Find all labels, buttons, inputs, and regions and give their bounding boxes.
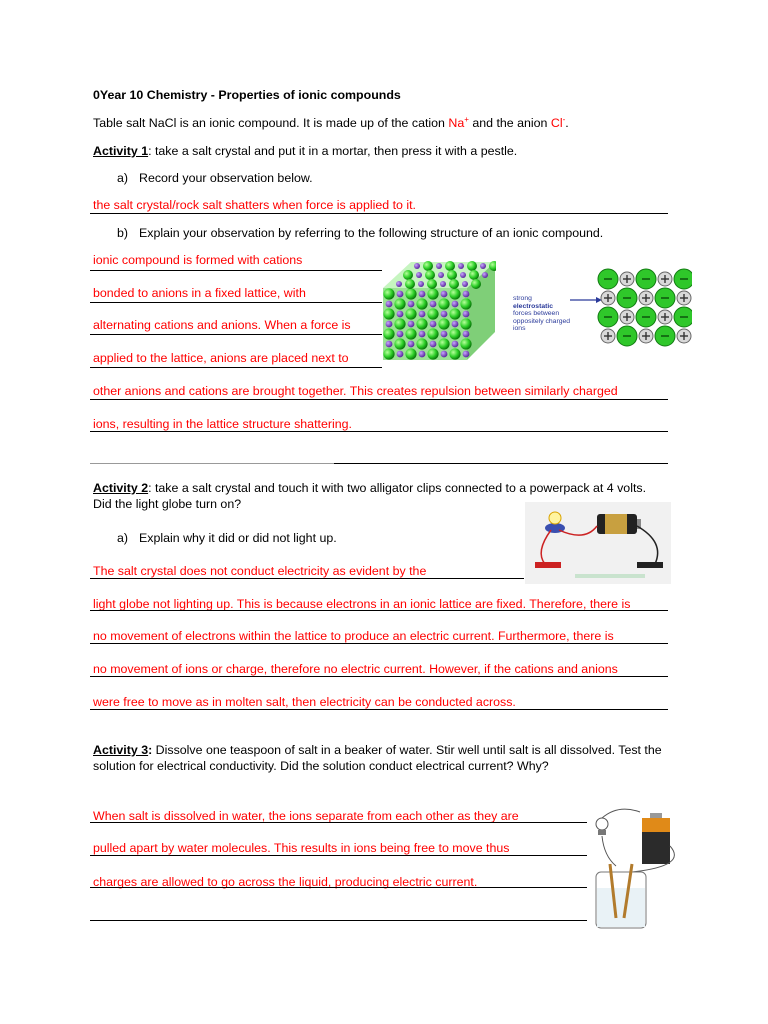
answer-line	[90, 270, 382, 271]
chloride-ion-ball	[460, 338, 471, 349]
chloride-ion-ball	[427, 288, 438, 299]
sodium-ion-ball	[463, 311, 470, 318]
chloride-ion-ball	[438, 318, 449, 329]
chloride-ion-ball	[405, 348, 416, 359]
sodium-ion-ball	[397, 311, 404, 318]
electrostatic-caption: strong electrostatic forces between oppositely charged ions	[513, 295, 571, 333]
chloride-ion-ball	[449, 288, 460, 299]
sodium-ion-ball	[408, 341, 415, 348]
answer-line	[90, 709, 668, 710]
chloride-ion-ball	[427, 328, 438, 339]
cation: Na+	[448, 114, 469, 130]
activity2-answer-5: were free to move as in molten salt, then electricity can be conducted across.	[93, 695, 516, 709]
answer-line	[90, 463, 334, 464]
activity1-b-answer-2: bonded to anions in a fixed lattice, with	[93, 286, 306, 300]
sodium-ion-ball	[397, 291, 404, 298]
sodium-ion-ball	[419, 291, 426, 298]
activity1-b-answer-5: other anions and cations are brought together. This creates repulsion between similarly charged	[93, 384, 618, 398]
sodium-ion-ball	[397, 351, 404, 358]
sodium-ion-ball	[438, 272, 444, 278]
activity2-answer-2: light globe not lighting up. This is because electrons in an ionic lattice are fixed. Therefore, there is	[93, 597, 631, 611]
chloride-ion-ball	[383, 328, 394, 339]
answer-line	[90, 643, 668, 644]
sodium-ion-ball	[482, 272, 488, 278]
sodium-ion-ball	[430, 301, 437, 308]
activity2-answer-1: The salt crystal does not conduct electricity as evident by the	[93, 564, 427, 578]
chloride-ion-ball	[405, 328, 416, 339]
sodium-ion-ball	[418, 281, 424, 287]
chloride-ion-ball	[449, 348, 460, 359]
sodium-ion-ball	[408, 301, 415, 308]
activity2-text: : take a salt crystal and touch it with two alligator clips connected to a powerpack at 4 volts. Did the light globe turn on?	[93, 481, 647, 511]
sodium-ion-ball	[430, 321, 437, 328]
sodium-ion-ball	[441, 311, 448, 318]
chloride-ion-ball	[416, 318, 427, 329]
activity3-heading: Activity 3: Dissolve one teaspoon of salt in a beaker of water. Stir well until salt is all dissolved. Test the solution for electrical conductivity. Did the solution conduct electrical current? Why?	[93, 743, 662, 773]
chloride-ion-ball	[394, 338, 405, 349]
chloride-ion-ball	[467, 261, 477, 271]
chloride-ion-ball	[449, 308, 460, 319]
nacl-lattice-image	[383, 260, 496, 360]
activity3-answer-3: charges are allowed to go across the liquid, producing electric current.	[93, 875, 478, 889]
ion-grid-diagram	[568, 268, 692, 352]
sodium-ion-ball	[414, 263, 420, 269]
chloride-ion-ball	[405, 288, 416, 299]
chloride-ion-ball	[416, 338, 427, 349]
activity1-heading	[93, 144, 517, 158]
answer-line	[90, 610, 668, 611]
sodium-ion-ball	[452, 321, 459, 328]
chloride-ion-ball	[460, 318, 471, 329]
chloride-ion-ball	[447, 270, 457, 280]
answer-line	[90, 399, 668, 400]
activity1-a-answer: the salt crystal/rock salt shatters when force is applied to it.	[93, 198, 416, 212]
intro-text	[93, 116, 569, 130]
activity1-b-text: Explain your observation by referring to the following structure of an ionic compound.	[139, 226, 604, 240]
chloride-ion-ball	[427, 308, 438, 319]
sodium-ion-ball	[463, 291, 470, 298]
sodium-ion-ball	[408, 321, 415, 328]
sodium-ion-ball	[452, 301, 459, 308]
sodium-ion-ball	[436, 263, 442, 269]
answer-line	[90, 578, 524, 579]
answer-line	[90, 676, 668, 677]
activity1-b-answer-6: ions, resulting in the lattice structure shattering.	[93, 417, 352, 431]
answer-line	[90, 855, 587, 856]
sodium-ion-ball	[397, 331, 404, 338]
activity1-b-answer-3: alternating cations and anions. When a force is	[93, 318, 351, 332]
activity1-label: Activity 1	[93, 144, 149, 158]
activity3-answer-1: When salt is dissolved in water, the ions separate from each other as they are	[93, 809, 519, 823]
sodium-ion-ball	[430, 341, 437, 348]
sodium-ion-ball	[386, 301, 393, 308]
sodium-ion-ball	[396, 281, 402, 287]
activity2-a-text: Explain why it did or did not light up.	[139, 531, 337, 545]
sodium-ion-ball	[419, 351, 426, 358]
chloride-ion-ball	[438, 298, 449, 309]
answer-line	[90, 822, 587, 823]
chloride-ion-ball	[460, 298, 471, 309]
chloride-ion-ball	[394, 298, 405, 309]
sodium-ion-ball	[460, 272, 466, 278]
sodium-ion-ball	[441, 331, 448, 338]
chloride-ion-ball	[405, 279, 415, 289]
chloride-ion-ball	[423, 261, 433, 271]
chloride-ion-ball	[449, 328, 460, 339]
anion: Cl-	[550, 114, 566, 130]
sodium-ion-ball	[386, 341, 393, 348]
chloride-ion-ball	[403, 270, 413, 280]
chloride-ion-ball	[449, 279, 459, 289]
answer-line	[90, 887, 587, 888]
chloride-ion-ball	[425, 270, 435, 280]
chloride-ion-ball	[427, 279, 437, 289]
chloride-ion-ball	[383, 308, 394, 319]
sodium-ion-ball	[452, 341, 459, 348]
sodium-ion-ball	[419, 311, 426, 318]
answer-line	[90, 367, 382, 368]
activity3-text: Dissolve one teaspoon of salt in a beaker of water. Stir well until salt is all dissolved. Test the solution for electrical conductivity. Did the solution conduct electrical current? Why?	[93, 743, 662, 773]
activity1-a-text: Record your observation below.	[139, 171, 313, 185]
answer-line	[90, 213, 668, 214]
sodium-ion-ball	[463, 331, 470, 338]
activity3-answer-2: pulled apart by water molecules. This results in ions being free to move thus	[93, 841, 510, 855]
sodium-ion-ball	[480, 263, 486, 269]
beaker-circuit-image	[588, 806, 692, 932]
chloride-ion-ball	[469, 270, 479, 280]
sodium-ion-ball	[386, 321, 393, 328]
chloride-ion-ball	[394, 318, 405, 329]
activity1-b-answer-1: ionic compound is formed with cations	[93, 253, 303, 267]
sodium-ion-ball	[462, 281, 468, 287]
activity2-a-marker: a)	[117, 531, 129, 545]
answer-line	[90, 920, 587, 921]
sodium-ion-ball	[463, 351, 470, 358]
activity2-answer-4: no movement of ions or charge, therefore no electric current. However, if the cations and anions	[93, 662, 618, 676]
activity2-label: Activity 2	[93, 481, 149, 495]
sodium-ion-ball	[440, 281, 446, 287]
answer-line	[90, 334, 382, 335]
intro-before: Table salt NaCl is an ionic compound. It is made up of the cation	[93, 116, 449, 130]
chloride-ion-ball	[471, 279, 481, 289]
chloride-ion-ball	[416, 298, 427, 309]
chloride-ion-ball	[445, 261, 455, 271]
answer-line	[90, 302, 382, 303]
activity1-b-marker: b)	[117, 226, 129, 240]
intro-middle: and the anion	[468, 116, 551, 130]
activity1-b-answer-4: applied to the lattice, anions are placed next to	[93, 351, 349, 365]
intro-end: .	[565, 116, 569, 130]
chloride-ion-ball	[383, 348, 394, 359]
answer-line	[90, 431, 668, 432]
circuit-photo	[525, 502, 671, 584]
page-title: 0Year 10 Chemistry - Properties of ionic compounds	[93, 88, 401, 102]
answer-line	[334, 463, 668, 464]
sodium-ion-ball	[441, 351, 448, 358]
chloride-ion-ball	[438, 338, 449, 349]
activity1-a-marker: a)	[117, 171, 129, 185]
chloride-ion-ball	[383, 288, 394, 299]
sodium-ion-ball	[441, 291, 448, 298]
activity2-answer-3: no movement of electrons within the lattice to produce an electric current. Furthermore, there is	[93, 629, 614, 643]
chloride-ion-ball	[427, 348, 438, 359]
sodium-ion-ball	[416, 272, 422, 278]
activity3-label: Activity 3	[93, 743, 149, 757]
activity1-text: : take a salt crystal and put it in a mortar, then press it with a pestle.	[148, 144, 518, 158]
sodium-ion-ball	[458, 263, 464, 269]
sodium-ion-ball	[419, 331, 426, 338]
chloride-ion-ball	[405, 308, 416, 319]
